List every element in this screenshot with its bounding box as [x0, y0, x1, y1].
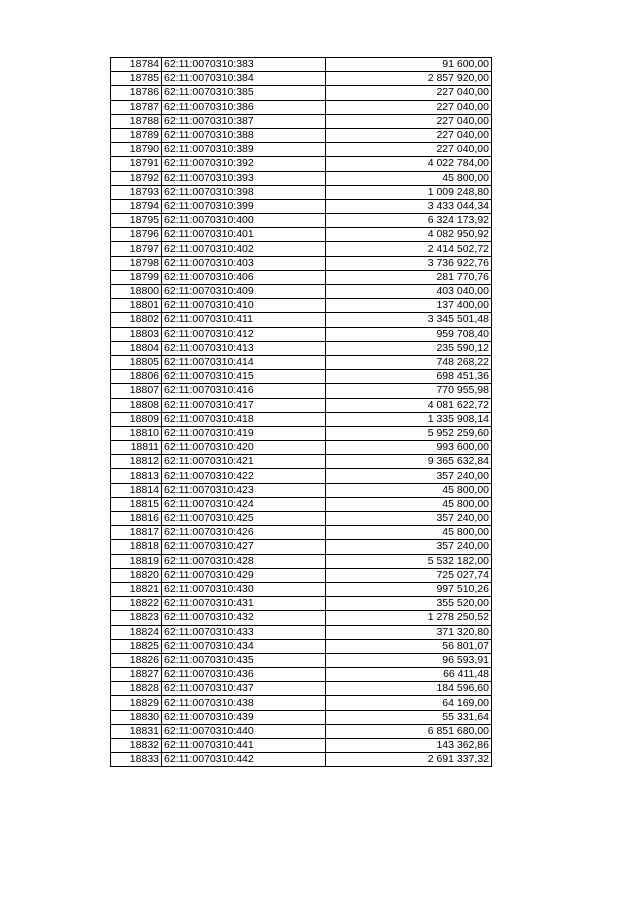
table-row	[111, 540, 492, 554]
cadastral-value-cell: 1 009 248,80	[326, 185, 492, 199]
cadastral-number-cell: 62:11:0070310:399	[162, 199, 326, 213]
row-number-cell: 18794	[111, 199, 162, 213]
cadastral-value-cell: 45 800,00	[326, 497, 492, 511]
cadastral-value-cell: 403 040,00	[326, 285, 492, 299]
table-row	[111, 611, 492, 625]
row-number-cell: 18822	[111, 597, 162, 611]
table-row	[111, 412, 492, 426]
cadastral-number-cell: 62:11:0070310:426	[162, 526, 326, 540]
row-number-cell: 18798	[111, 256, 162, 270]
cadastral-value-cell: 227 040,00	[326, 86, 492, 100]
cadastral-value-cell: 6 851 680,00	[326, 724, 492, 738]
table-row	[111, 639, 492, 653]
row-number-cell: 18802	[111, 313, 162, 327]
cadastral-number-cell: 62:11:0070310:411	[162, 313, 326, 327]
row-number-cell: 18789	[111, 128, 162, 142]
cadastral-number-cell: 62:11:0070310:402	[162, 242, 326, 256]
cadastral-number-cell: 62:11:0070310:387	[162, 114, 326, 128]
cadastral-value-cell: 3 433 044,34	[326, 199, 492, 213]
table-row	[111, 455, 492, 469]
row-number-cell: 18805	[111, 355, 162, 369]
row-number-cell: 18832	[111, 739, 162, 753]
table-row	[111, 512, 492, 526]
cadastral-number-cell: 62:11:0070310:438	[162, 696, 326, 710]
cadastral-value-cell: 355 520,00	[326, 597, 492, 611]
cadastral-number-cell: 62:11:0070310:383	[162, 58, 326, 72]
cadastral-value-cell: 45 800,00	[326, 171, 492, 185]
row-number-cell: 18810	[111, 426, 162, 440]
cadastral-number-cell: 62:11:0070310:432	[162, 611, 326, 625]
cadastral-number-cell: 62:11:0070310:431	[162, 597, 326, 611]
table-row	[111, 114, 492, 128]
table-row	[111, 214, 492, 228]
cadastral-value-cell: 64 169,00	[326, 696, 492, 710]
cadastral-value-cell: 748 268,22	[326, 355, 492, 369]
cadastral-number-cell: 62:11:0070310:440	[162, 724, 326, 738]
row-number-cell: 18797	[111, 242, 162, 256]
row-number-cell: 18795	[111, 214, 162, 228]
cadastral-value-cell: 66 411,48	[326, 668, 492, 682]
table-row	[111, 157, 492, 171]
table-row	[111, 554, 492, 568]
cadastral-value-cell: 1 278 250,52	[326, 611, 492, 625]
cadastral-value-cell: 357 240,00	[326, 540, 492, 554]
cadastral-number-cell: 62:11:0070310:434	[162, 639, 326, 653]
table-row	[111, 625, 492, 639]
cadastral-value-table	[110, 57, 492, 767]
cadastral-number-cell: 62:11:0070310:412	[162, 327, 326, 341]
table-row	[111, 441, 492, 455]
cadastral-value-cell: 9 365 632,84	[326, 455, 492, 469]
cadastral-number-cell: 62:11:0070310:414	[162, 355, 326, 369]
row-number-cell: 18809	[111, 412, 162, 426]
cadastral-number-cell: 62:11:0070310:422	[162, 469, 326, 483]
cadastral-number-cell: 62:11:0070310:437	[162, 682, 326, 696]
row-number-cell: 18829	[111, 696, 162, 710]
cadastral-value-cell: 45 800,00	[326, 483, 492, 497]
table-row	[111, 58, 492, 72]
cadastral-number-cell: 62:11:0070310:415	[162, 370, 326, 384]
table-row	[111, 285, 492, 299]
cadastral-number-cell: 62:11:0070310:410	[162, 299, 326, 313]
table-row	[111, 72, 492, 86]
cadastral-value-cell: 96 593,91	[326, 653, 492, 667]
cadastral-value-cell: 2 414 502,72	[326, 242, 492, 256]
cadastral-value-cell: 137 400,00	[326, 299, 492, 313]
row-number-cell: 18806	[111, 370, 162, 384]
row-number-cell: 18820	[111, 568, 162, 582]
cadastral-number-cell: 62:11:0070310:435	[162, 653, 326, 667]
cadastral-number-cell: 62:11:0070310:388	[162, 128, 326, 142]
cadastral-number-cell: 62:11:0070310:429	[162, 568, 326, 582]
table-row	[111, 568, 492, 582]
table-row	[111, 327, 492, 341]
table-row	[111, 753, 492, 767]
table-row	[111, 270, 492, 284]
cadastral-value-cell: 2 691 337,32	[326, 753, 492, 767]
cadastral-value-cell: 227 040,00	[326, 100, 492, 114]
row-number-cell: 18819	[111, 554, 162, 568]
cadastral-value-cell: 45 800,00	[326, 526, 492, 540]
cadastral-value-cell: 4 022 784,00	[326, 157, 492, 171]
cadastral-number-cell: 62:11:0070310:430	[162, 582, 326, 596]
table-row	[111, 384, 492, 398]
table-row	[111, 313, 492, 327]
cadastral-number-cell: 62:11:0070310:392	[162, 157, 326, 171]
row-number-cell: 18831	[111, 724, 162, 738]
cadastral-value-cell: 143 362,86	[326, 739, 492, 753]
table-body	[111, 58, 492, 767]
row-number-cell: 18812	[111, 455, 162, 469]
cadastral-value-cell: 997 510,26	[326, 582, 492, 596]
cadastral-number-cell: 62:11:0070310:439	[162, 710, 326, 724]
cadastral-value-cell: 184 596,60	[326, 682, 492, 696]
table-row	[111, 256, 492, 270]
table-row	[111, 398, 492, 412]
cadastral-number-cell: 62:11:0070310:413	[162, 341, 326, 355]
row-number-cell: 18791	[111, 157, 162, 171]
cadastral-number-cell: 62:11:0070310:418	[162, 412, 326, 426]
row-number-cell: 18786	[111, 86, 162, 100]
table-row	[111, 128, 492, 142]
row-number-cell: 18803	[111, 327, 162, 341]
table-row	[111, 724, 492, 738]
row-number-cell: 18827	[111, 668, 162, 682]
table-row	[111, 185, 492, 199]
cadastral-number-cell: 62:11:0070310:442	[162, 753, 326, 767]
cadastral-number-cell: 62:11:0070310:424	[162, 497, 326, 511]
row-number-cell: 18799	[111, 270, 162, 284]
table-row	[111, 682, 492, 696]
document-page	[110, 57, 491, 767]
table-row	[111, 582, 492, 596]
row-number-cell: 18796	[111, 228, 162, 242]
cadastral-number-cell: 62:11:0070310:385	[162, 86, 326, 100]
row-number-cell: 18807	[111, 384, 162, 398]
table-row	[111, 86, 492, 100]
cadastral-value-cell: 281 770,76	[326, 270, 492, 284]
cadastral-value-cell: 227 040,00	[326, 143, 492, 157]
cadastral-number-cell: 62:11:0070310:423	[162, 483, 326, 497]
cadastral-number-cell: 62:11:0070310:427	[162, 540, 326, 554]
cadastral-value-cell: 5 952 259,60	[326, 426, 492, 440]
cadastral-value-cell: 3 736 922,76	[326, 256, 492, 270]
cadastral-number-cell: 62:11:0070310:428	[162, 554, 326, 568]
table-row	[111, 653, 492, 667]
cadastral-number-cell: 62:11:0070310:425	[162, 512, 326, 526]
table-row	[111, 597, 492, 611]
cadastral-value-cell: 2 857 920,00	[326, 72, 492, 86]
row-number-cell: 18817	[111, 526, 162, 540]
row-number-cell: 18793	[111, 185, 162, 199]
cadastral-number-cell: 62:11:0070310:433	[162, 625, 326, 639]
row-number-cell: 18808	[111, 398, 162, 412]
table-row	[111, 228, 492, 242]
cadastral-number-cell: 62:11:0070310:416	[162, 384, 326, 398]
row-number-cell: 18792	[111, 171, 162, 185]
row-number-cell: 18804	[111, 341, 162, 355]
row-number-cell: 18813	[111, 469, 162, 483]
cadastral-number-cell: 62:11:0070310:441	[162, 739, 326, 753]
table-row	[111, 171, 492, 185]
table-row	[111, 469, 492, 483]
cadastral-value-cell: 1 335 908,14	[326, 412, 492, 426]
cadastral-number-cell: 62:11:0070310:409	[162, 285, 326, 299]
cadastral-number-cell: 62:11:0070310:401	[162, 228, 326, 242]
table-row	[111, 739, 492, 753]
row-number-cell: 18814	[111, 483, 162, 497]
cadastral-value-cell: 227 040,00	[326, 128, 492, 142]
cadastral-number-cell: 62:11:0070310:436	[162, 668, 326, 682]
cadastral-number-cell: 62:11:0070310:389	[162, 143, 326, 157]
cadastral-number-cell: 62:11:0070310:421	[162, 455, 326, 469]
cadastral-value-cell: 4 082 950,92	[326, 228, 492, 242]
row-number-cell: 18816	[111, 512, 162, 526]
row-number-cell: 18833	[111, 753, 162, 767]
cadastral-number-cell: 62:11:0070310:406	[162, 270, 326, 284]
table-row	[111, 426, 492, 440]
cadastral-value-cell: 993 600,00	[326, 441, 492, 455]
row-number-cell: 18801	[111, 299, 162, 313]
row-number-cell: 18800	[111, 285, 162, 299]
table-row	[111, 710, 492, 724]
table-row	[111, 483, 492, 497]
row-number-cell: 18788	[111, 114, 162, 128]
cadastral-value-cell: 55 331,64	[326, 710, 492, 724]
row-number-cell: 18830	[111, 710, 162, 724]
row-number-cell: 18824	[111, 625, 162, 639]
row-number-cell: 18818	[111, 540, 162, 554]
cadastral-number-cell: 62:11:0070310:398	[162, 185, 326, 199]
cadastral-value-cell: 91 600,00	[326, 58, 492, 72]
cadastral-value-cell: 357 240,00	[326, 512, 492, 526]
cadastral-value-cell: 4 081 622,72	[326, 398, 492, 412]
cadastral-value-cell: 698 451,36	[326, 370, 492, 384]
table-row	[111, 355, 492, 369]
table-row	[111, 696, 492, 710]
table-row	[111, 143, 492, 157]
row-number-cell: 18787	[111, 100, 162, 114]
table-row	[111, 341, 492, 355]
cadastral-value-cell: 227 040,00	[326, 114, 492, 128]
cadastral-value-cell: 371 320,80	[326, 625, 492, 639]
row-number-cell: 18825	[111, 639, 162, 653]
cadastral-value-cell: 235 590,12	[326, 341, 492, 355]
cadastral-value-cell: 770 955,98	[326, 384, 492, 398]
cadastral-value-cell: 357 240,00	[326, 469, 492, 483]
cadastral-number-cell: 62:11:0070310:420	[162, 441, 326, 455]
cadastral-value-cell: 6 324 173,92	[326, 214, 492, 228]
cadastral-value-cell: 959 708,40	[326, 327, 492, 341]
table-row	[111, 242, 492, 256]
table-row	[111, 370, 492, 384]
table-row	[111, 199, 492, 213]
row-number-cell: 18784	[111, 58, 162, 72]
row-number-cell: 18811	[111, 441, 162, 455]
table-row	[111, 299, 492, 313]
cadastral-value-cell: 56 801,07	[326, 639, 492, 653]
cadastral-value-cell: 5 532 182,00	[326, 554, 492, 568]
row-number-cell: 18823	[111, 611, 162, 625]
table-row	[111, 526, 492, 540]
row-number-cell: 18826	[111, 653, 162, 667]
row-number-cell: 18790	[111, 143, 162, 157]
cadastral-number-cell: 62:11:0070310:400	[162, 214, 326, 228]
table-row	[111, 497, 492, 511]
cadastral-number-cell: 62:11:0070310:417	[162, 398, 326, 412]
cadastral-number-cell: 62:11:0070310:384	[162, 72, 326, 86]
row-number-cell: 18815	[111, 497, 162, 511]
cadastral-value-cell: 725 027,74	[326, 568, 492, 582]
table-row	[111, 668, 492, 682]
row-number-cell: 18785	[111, 72, 162, 86]
row-number-cell: 18821	[111, 582, 162, 596]
cadastral-number-cell: 62:11:0070310:419	[162, 426, 326, 440]
cadastral-number-cell: 62:11:0070310:386	[162, 100, 326, 114]
cadastral-number-cell: 62:11:0070310:403	[162, 256, 326, 270]
row-number-cell: 18828	[111, 682, 162, 696]
cadastral-value-cell: 3 345 501,48	[326, 313, 492, 327]
cadastral-number-cell: 62:11:0070310:393	[162, 171, 326, 185]
table-row	[111, 100, 492, 114]
